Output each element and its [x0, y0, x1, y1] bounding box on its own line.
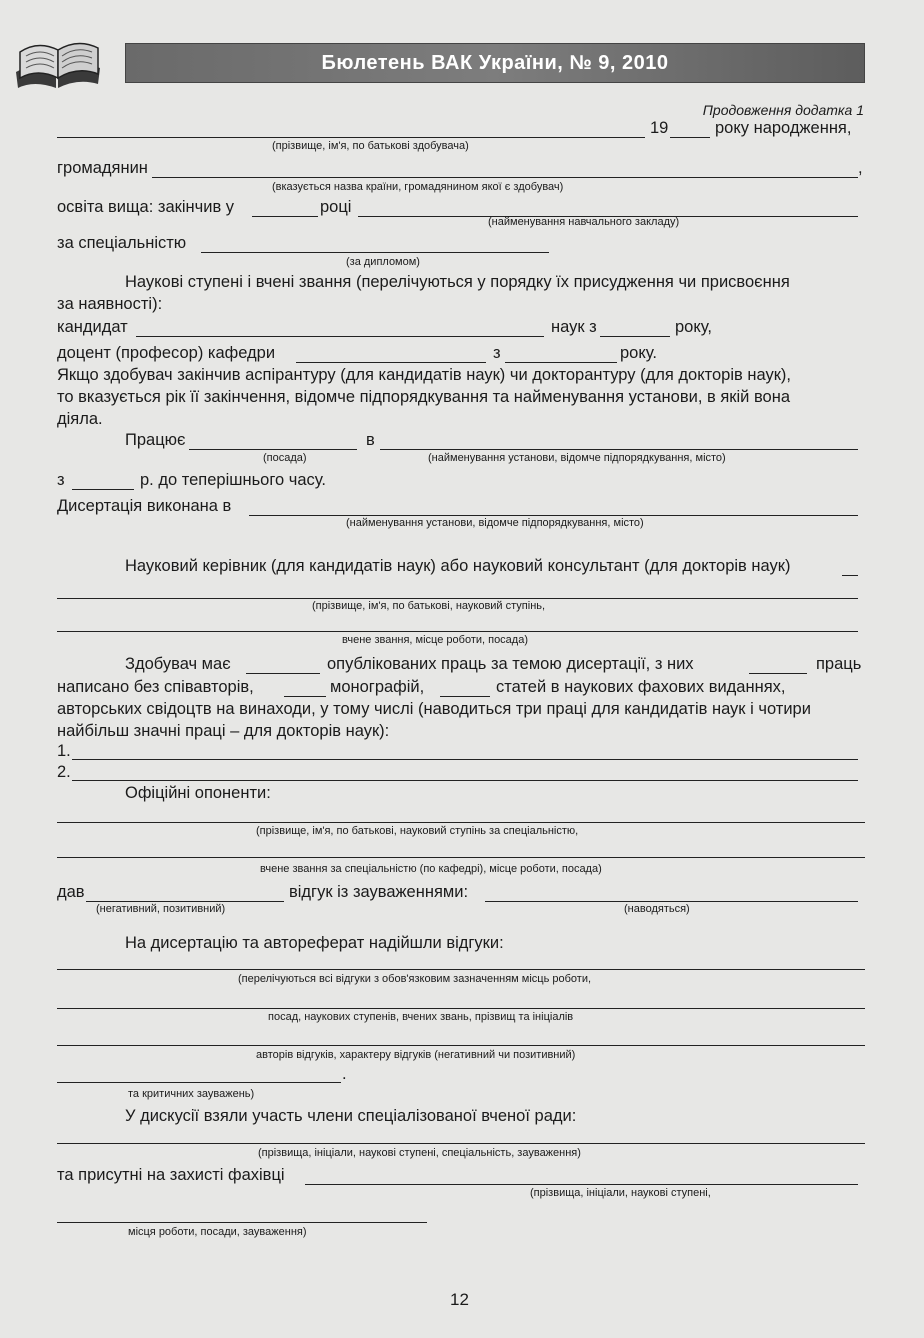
hint-opponent1: (прізвище, ім'я, по батькові, науковий ступінь за спеціальністю, [256, 825, 579, 837]
hint-supervisor1: (прізвище, ім'я, по батькові, науковий ступінь, [312, 600, 546, 612]
reviews-label: На дисертацію та автореферат надійшли відгуки: [125, 934, 504, 952]
bulletin-header-banner [125, 43, 865, 83]
publications-monographs-label: монографій, [330, 678, 425, 696]
continuation-note: Продовження додатка 1 [702, 102, 864, 118]
aspirantura-line2: то вказується рік її закінчення, відомче підпорядкування та найменування установи, в якій вона [57, 388, 791, 406]
degrees-paragraph-line1: Наукові ступені і вчені звання (перелічуються у порядку їх присудження чи присвоєння [125, 273, 790, 291]
degrees-paragraph-line2: за наявності): [57, 295, 163, 313]
candidate-year-label: року, [675, 318, 712, 336]
bulletin-title: Бюлетень ВАК України, № 9, 2010 [321, 52, 669, 74]
specialty-label: за спеціальністю [57, 234, 187, 252]
publications-line3: авторських свідоцтв на винаходи, у тому числі (наводиться три праці для кандидатів наук і чотири [57, 700, 811, 718]
docent-label: доцент (професор) кафедри [57, 344, 276, 362]
open-book-logo [12, 32, 104, 92]
education-year-label: році [320, 198, 352, 216]
education-label: освіта вища: закінчив у [57, 198, 235, 216]
gave-label: дав [57, 883, 85, 901]
hint-review-type: (негативний, позитивний) [96, 903, 226, 915]
discussion-label: У дискусії взяли участь члени спеціалізованої вченої ради: [125, 1107, 577, 1125]
opponents-label: Офіційні опоненти: [125, 784, 271, 802]
hint-reviews4: та критичних зауважень) [128, 1088, 255, 1100]
hint-work-institution: (найменування установи, відомче підпорядкування, місто) [428, 452, 726, 464]
candidate-label: кандидат [57, 318, 128, 336]
publications-articles-label: статей в наукових фахових виданнях, [496, 678, 786, 696]
works-in-label: в [366, 431, 375, 449]
hint-discussion: (прізвища, ініціали, наукові ступені, спеціальність, зауваження) [258, 1147, 581, 1159]
since-until-now: р. до теперішнього часу. [140, 471, 326, 489]
hint-specialists1: (прізвища, ініціали, наукові ступені, [530, 1187, 711, 1199]
hint-specialists2: місця роботи, посади, зауваження) [128, 1226, 307, 1238]
hint-reviews3: авторів відгуків, характеру відгуків (негативний чи позитивний) [256, 1049, 576, 1061]
publications-line4: найбільш значні праці – для докторів наук): [57, 722, 390, 740]
hint-supervisor2: вчене звання, місце роботи, посада) [342, 634, 529, 646]
hint-reviews1: (перелічуються всі відгуки з обов'язковим зазначенням місць роботи, [238, 973, 592, 985]
publications-count-label: опублікованих праць за темою дисертації, з них [327, 655, 694, 673]
review-with-remarks-label: відгук із зауваженнями: [289, 883, 469, 901]
hint-dissertation-institution: (найменування установи, відомче підпорядкування, місто) [346, 517, 644, 529]
citizen-comma: , [858, 159, 863, 177]
birth-year-prefix: 19 [650, 119, 669, 137]
item-number-1: 1. [57, 742, 71, 760]
hint-position: (посада) [263, 452, 307, 464]
works-label: Працює [125, 431, 186, 449]
birth-year-label: року народження, [715, 119, 852, 137]
page-number: 12 [450, 1290, 469, 1309]
aspirantura-line3: діяла. [57, 410, 103, 428]
publications-solo-label: написано без співавторів, [57, 678, 254, 696]
citizen-label: громадянин [57, 159, 148, 177]
docent-year-label: року. [620, 344, 657, 362]
hint-institution: (найменування навчального закладу) [488, 216, 680, 228]
hint-opponent2: вчене звання за спеціальністю (по кафедрі), місце роботи, посада) [260, 863, 602, 875]
docent-from-label: з [493, 344, 501, 362]
hint-diploma: (за дипломом) [346, 256, 420, 268]
hint-country: (вказується назва країни, громадянином якої є здобувач) [272, 181, 564, 193]
hint-applicant-name: (прізвище, ім'я, по батькові здобувача) [272, 140, 469, 152]
aspirantura-line1: Якщо здобувач закінчив аспірантуру (для кандидатів наук) чи докторантуру (для докторів наук), [57, 366, 792, 384]
since-label: з [57, 471, 65, 489]
publications-works-label: праць [816, 655, 862, 673]
hint-remarks: (наводяться) [624, 903, 690, 915]
candidate-sciences-label: наук з [551, 318, 597, 336]
item-number-2: 2. [57, 763, 71, 781]
supervisor-label: Науковий керівник (для кандидатів наук) або науковий консультант (для докторів наук) [125, 557, 791, 575]
hint-reviews2: посад, наукових ступенів, вчених звань, прізвищ та ініціалів [268, 1011, 574, 1023]
reviews-end-dot: . [342, 1065, 347, 1083]
publications-has-label: Здобувач має [125, 655, 231, 673]
dissertation-done-label: Дисертація виконана в [57, 497, 232, 515]
specialists-label: та присутні на захисті фахівці [57, 1166, 285, 1184]
